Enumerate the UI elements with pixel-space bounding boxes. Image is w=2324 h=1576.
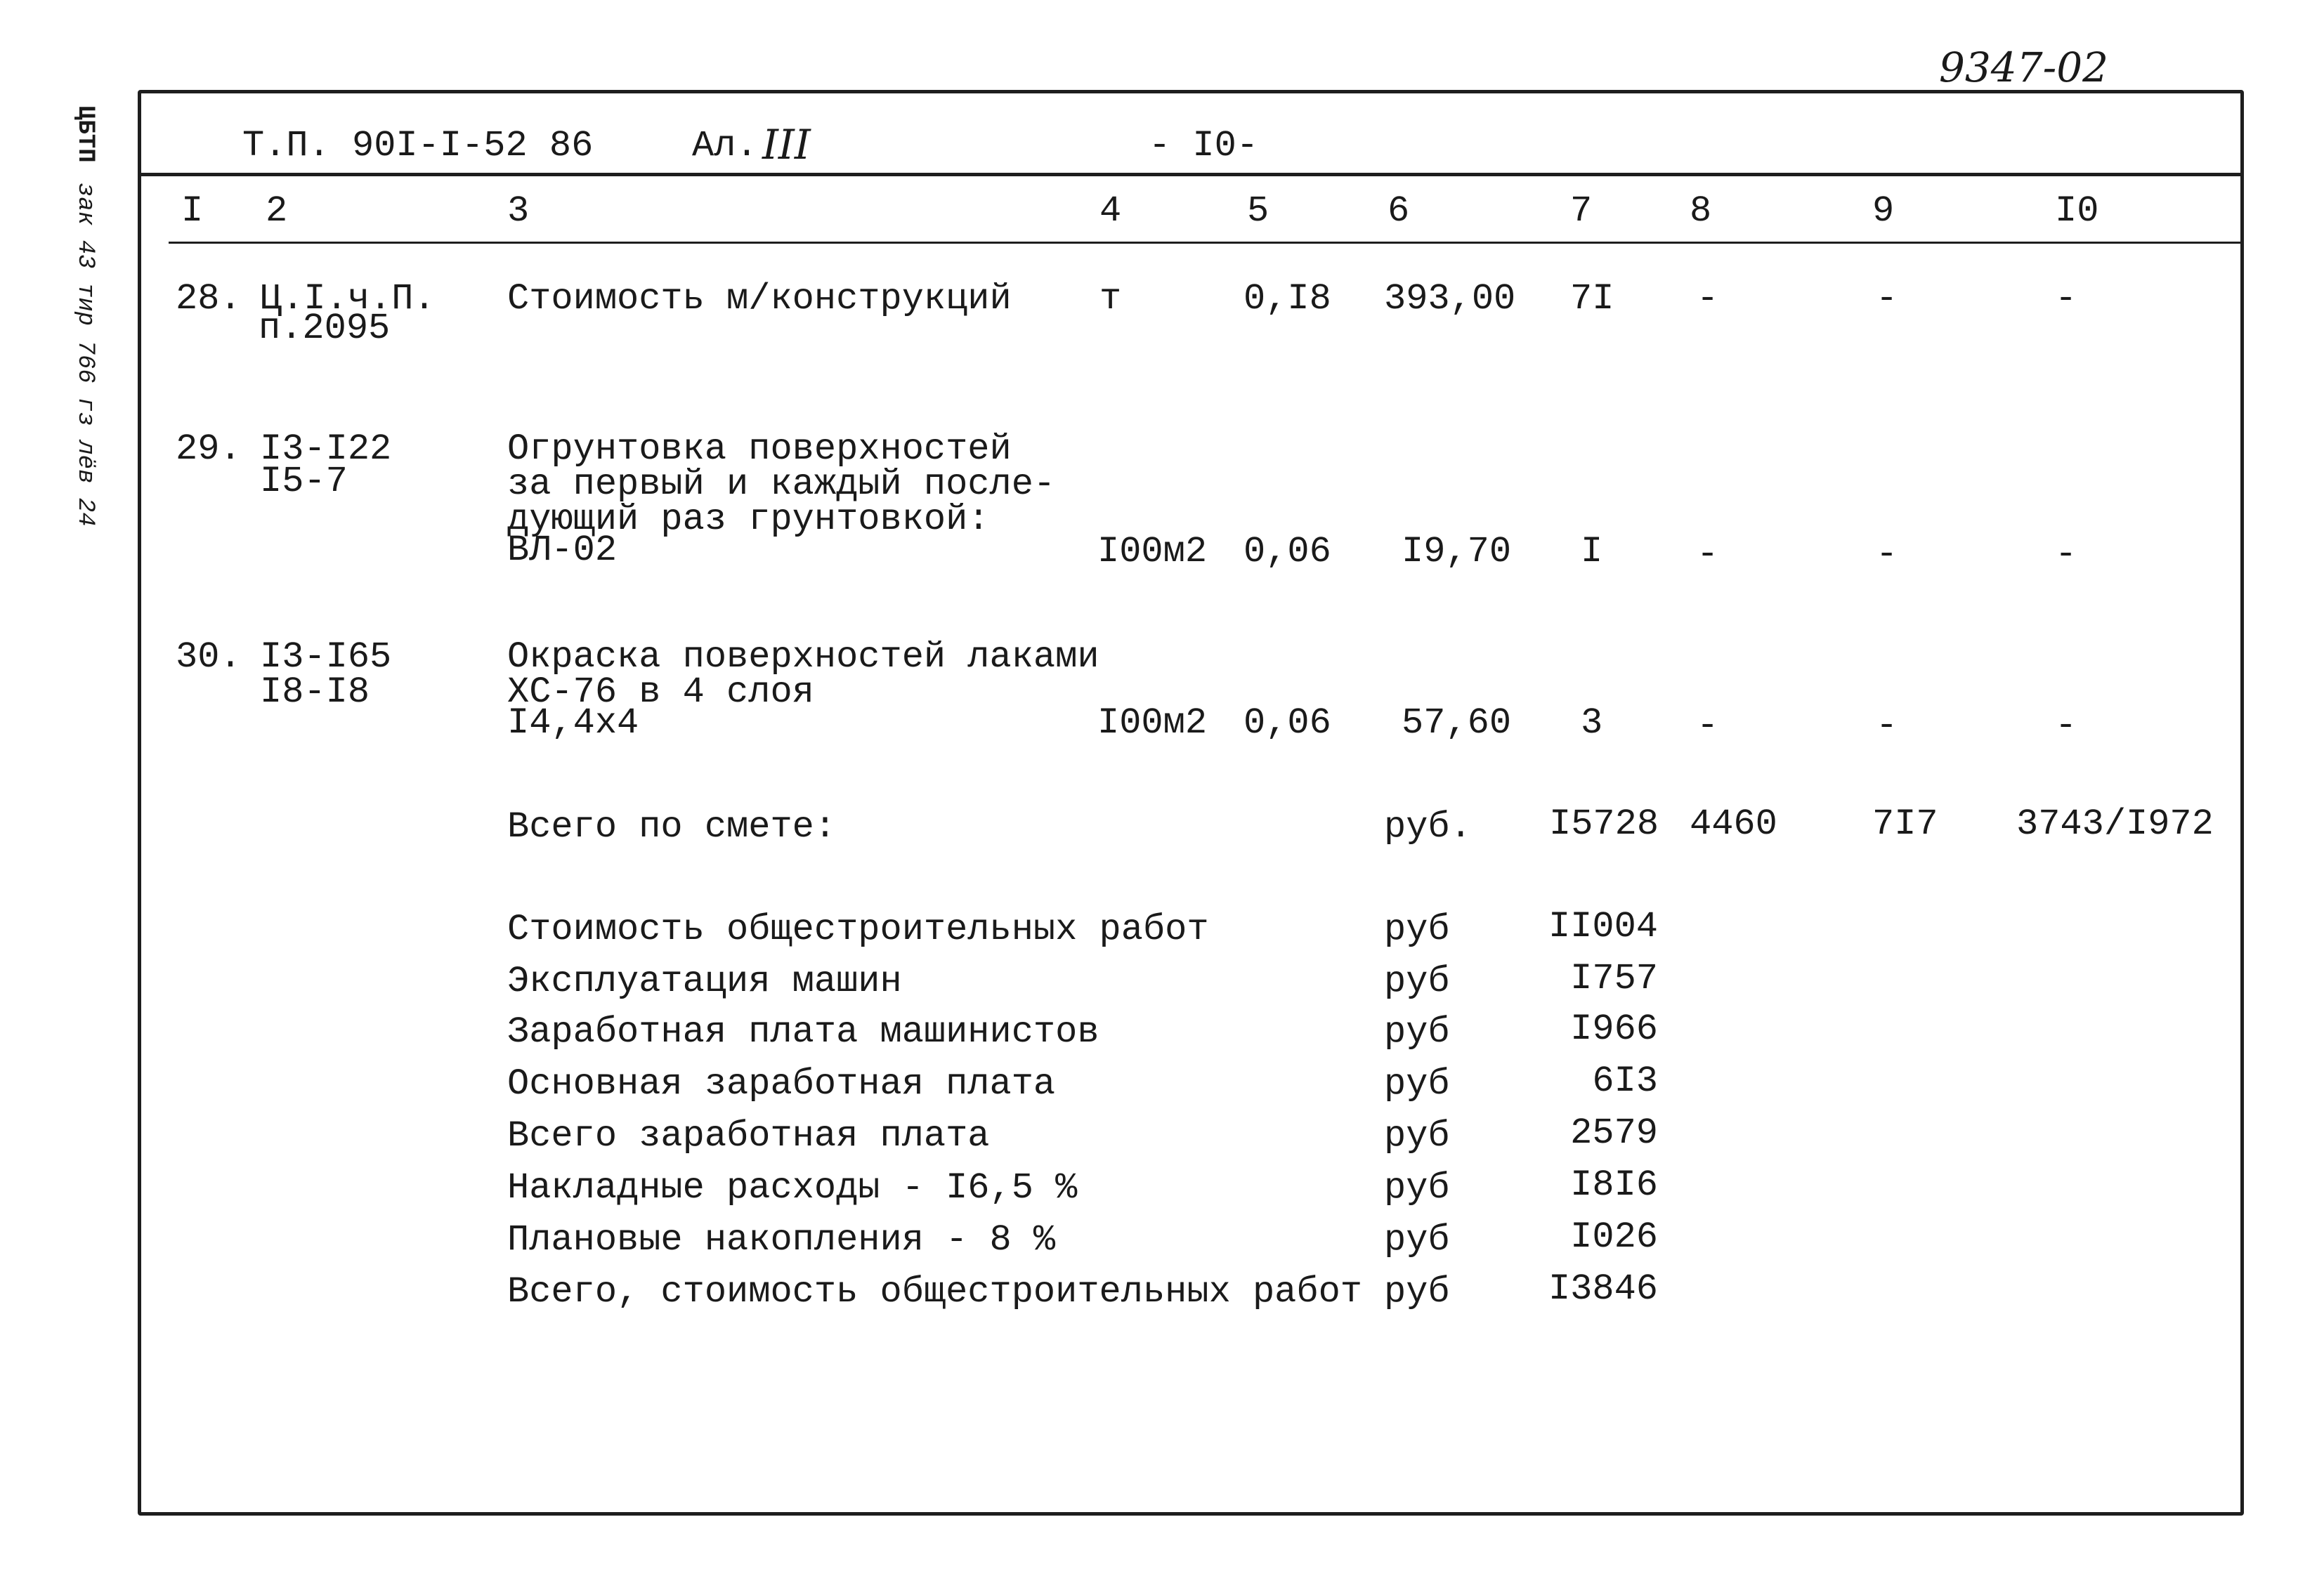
unit: т: [1099, 278, 1122, 320]
summary-value: II004: [1548, 906, 1658, 947]
quantity: 0,06: [1243, 702, 1331, 744]
album-label: Ал.: [692, 125, 758, 166]
summary-unit: руб: [1384, 1219, 1450, 1261]
col-header-3: 3: [507, 190, 530, 232]
col-8-value: -: [1697, 705, 1719, 747]
margin-print-info: [49, 105, 112, 527]
work-name: Окраска поверхностей лаками: [507, 636, 1099, 678]
col-10-value: -: [2055, 705, 2077, 747]
col-9-value: -: [1876, 705, 1898, 747]
summary-unit: руб: [1384, 1115, 1450, 1157]
rate-code: I5-7: [260, 461, 348, 502]
col-9-value: -: [1876, 534, 1898, 575]
summary-unit: руб: [1384, 1167, 1450, 1209]
summary-label: Эксплуатация машин: [507, 961, 902, 1002]
col-header-10: I0: [2055, 190, 2099, 232]
quantity: 0,06: [1243, 531, 1331, 572]
grand-total-c10: 3743/I972: [2016, 803, 2214, 845]
col-header-6: 6: [1388, 190, 1410, 232]
unit: I00м2: [1097, 531, 1208, 572]
summary-unit: руб: [1384, 961, 1450, 1002]
col-9-value: -: [1876, 278, 1898, 320]
page-number: - I0-: [1149, 125, 1259, 166]
header-divider: [138, 173, 2244, 176]
summary-unit: руб: [1384, 1063, 1450, 1105]
summary-value: I3846: [1548, 1268, 1658, 1310]
summary-value: I757: [1570, 958, 1658, 999]
summary-value: 2579: [1570, 1112, 1658, 1154]
col-header-2: 2: [266, 190, 288, 232]
row-number: 29.: [176, 428, 242, 470]
rate-code: Ц.I.ч.П.: [260, 278, 436, 320]
unit-price: I9,70: [1402, 531, 1512, 572]
work-name: ВЛ-02: [507, 530, 618, 571]
col-10-value: -: [2055, 534, 2077, 575]
grand-total-c9: 7I7: [1872, 803, 1938, 845]
summary-value: 6I3: [1592, 1060, 1658, 1102]
work-name: за первый и каждый после-: [507, 464, 1056, 505]
summary-label: Всего заработная плата: [507, 1115, 990, 1157]
work-name: Стоимость м/конструкций: [507, 278, 1012, 320]
rate-code: I8-I8: [260, 671, 370, 713]
summary-label: Накладные расходы - I6,5 %: [507, 1167, 1078, 1209]
col-10-value: -: [2055, 278, 2077, 320]
col-header-9: 9: [1872, 190, 1895, 232]
column-header-divider: [169, 242, 2241, 244]
grand-total-c7: I5728: [1549, 803, 1659, 845]
rate-code: I3-I22: [260, 428, 392, 470]
summary-label: Заработная плата машинистов: [507, 1011, 1099, 1053]
work-name: ХС-76 в 4 слоя: [507, 671, 814, 713]
row-number: 28.: [176, 278, 242, 320]
col-8-value: -: [1697, 534, 1719, 575]
summary-label: Стоимость общестроительных работ: [507, 909, 1209, 950]
unit-price: 393,00: [1384, 278, 1516, 320]
document-number-stamp: 9347-02: [1939, 44, 2109, 91]
margin-order-label: зак 43 тир 766 гз лёв 24: [72, 183, 98, 527]
row-number: 30.: [176, 636, 242, 678]
unit: I00м2: [1097, 702, 1208, 744]
summary-unit: руб: [1384, 1271, 1450, 1313]
tp-number: Т.П. 90I-I-52 86: [242, 125, 594, 166]
summary-unit: руб: [1384, 909, 1450, 950]
summary-label: Плановые накопления - 8 %: [507, 1219, 1056, 1261]
summary-label: Всего, стоимость общестроительных работ: [507, 1271, 1362, 1313]
col-header-8: 8: [1690, 190, 1712, 232]
unit-price: 57,60: [1402, 702, 1512, 744]
rate-code: I3-I65: [260, 636, 392, 678]
col-header-5: 5: [1247, 190, 1269, 232]
col-header-7: 7: [1570, 190, 1593, 232]
grand-total-unit: руб.: [1384, 806, 1472, 848]
total-cost: 7I: [1570, 278, 1614, 320]
col-header-1: I: [181, 190, 204, 232]
work-name: Огрунтовка поверхностей: [507, 428, 1012, 470]
margin-org-label: ЦБТП: [72, 105, 98, 163]
summary-label: Основная заработная плата: [507, 1063, 1056, 1105]
summary-unit: руб: [1384, 1011, 1450, 1053]
total-cost: I: [1581, 531, 1603, 572]
summary-value: I8I6: [1570, 1164, 1658, 1206]
summary-value: I026: [1570, 1216, 1658, 1258]
grand-total-label: Всего по смете:: [507, 806, 837, 848]
total-cost: 3: [1581, 702, 1603, 744]
work-name: I4,4x4: [507, 702, 639, 744]
album-number: III: [762, 121, 811, 169]
grand-total-c8: 4460: [1690, 803, 1777, 845]
col-header-4: 4: [1099, 190, 1122, 232]
rate-code: п.2095: [259, 308, 391, 349]
quantity: 0,I8: [1243, 278, 1331, 320]
col-8-value: -: [1697, 278, 1719, 320]
summary-value: I966: [1570, 1009, 1658, 1050]
work-name: дующий раз грунтовкой:: [507, 499, 990, 540]
